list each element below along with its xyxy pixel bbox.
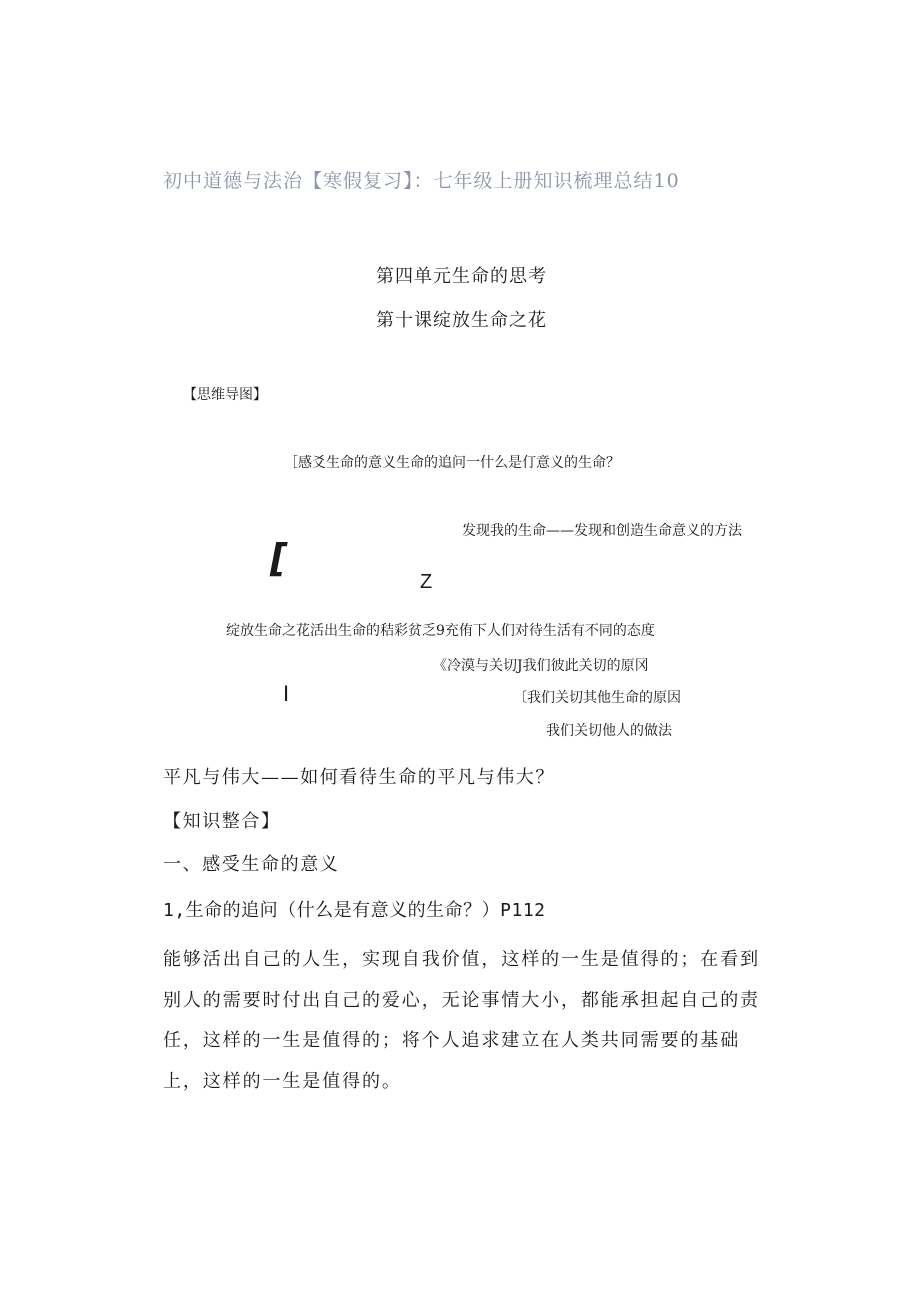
paragraph-line: 任，这样的一生是值得的；将个人追求建立在人类共同需要的基础 [163, 1030, 741, 1051]
paragraph-line: 能够活出自己的人生，实现自我价值，这样的一生是值得的；在看到 [163, 949, 760, 970]
mindmap-bracket-glyph: [ [270, 536, 288, 580]
mindmap-line-care-methods: 我们关切他人的做法 [546, 723, 672, 739]
mindmap-z-glyph: Z [420, 571, 433, 593]
knowledge-heading: 【知识整合】 [163, 811, 281, 832]
mindmap-line-bloom: 绽放生命之花活出生命的秸彩贫乏9充侑下人们对待生活有不同的态度 [226, 623, 655, 639]
unit-title: 第四单元生命的思考 [376, 266, 547, 287]
body-paragraph [163, 940, 773, 1102]
paragraph-line: 别人的需要时付出自己的爱心，无论事情大小，都能承担起自己的责 [163, 989, 760, 1011]
ordinary-great-line: 平凡与伟大——如何看待生命的平凡与伟大？ [163, 767, 555, 788]
mindmap-line-meaning: ［感爻生命的意义生命的追问一什么是仃意义的生命？ [284, 455, 620, 471]
mindmap-i-glyph: I [283, 681, 290, 706]
mindmap-line-discover: 发现我的生命——发现和创造生命意义的方法 [462, 523, 742, 539]
mindmap-line-care: 《冷漠与关切J我们彼此关切的原冈 [433, 658, 649, 674]
mindmap-line-other-lives: 〔我们关切其他生命的原因 [513, 690, 681, 706]
section-one-heading: 一、感受生命的意义 [163, 854, 340, 875]
section-one-item-heading: 1,生命的追问（什么是有意义的生命？）P112 [163, 900, 546, 921]
mindmap-label: 【思维导图】 [183, 387, 267, 403]
lesson-title: 第十课绽放生命之花 [376, 310, 547, 331]
document-title: 初中道德与法治【寒假复习】：七年级上册知识梳理总结10 [163, 170, 680, 192]
paragraph-line: 上，这样的一生是值得的。 [163, 1070, 402, 1092]
